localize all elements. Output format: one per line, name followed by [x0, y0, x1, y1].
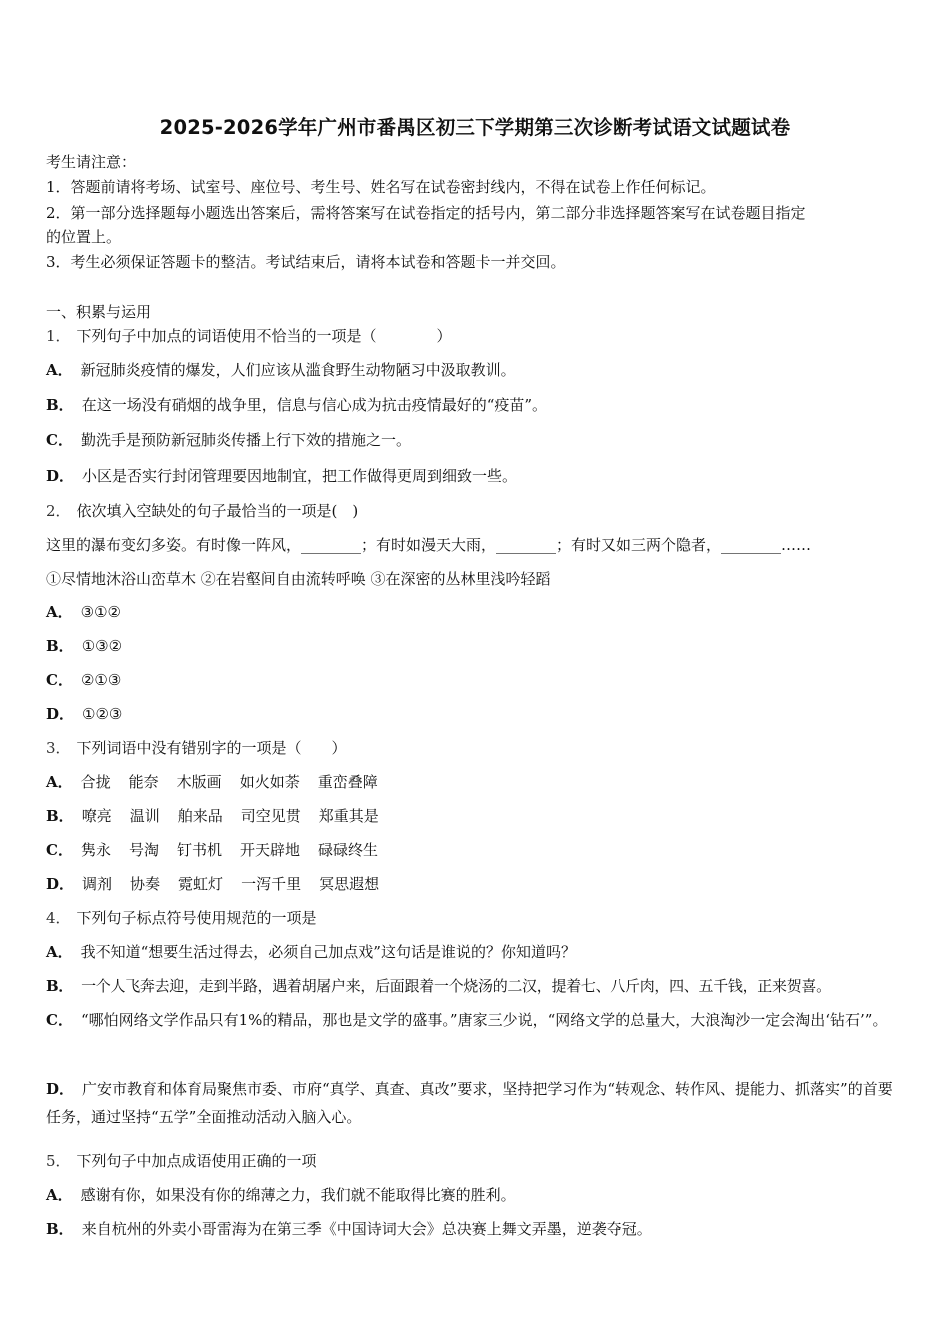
option-text: ②①③	[80, 671, 122, 689]
option-text: 新冠肺炎疫情的爆发，人们应该从滥食野生动物陋习中汲取教训。	[80, 361, 516, 379]
option-text: ③①②	[80, 603, 121, 621]
word: 开天辟地	[240, 841, 301, 859]
question-number: 5．	[46, 1152, 71, 1170]
option-text: “哪怕网络文学作品只有1%的精品，那也是文学的盛事。”唐家三少说，“网络文学的总量大，大浪淘沙一定会淘出‘钻石’”。	[80, 1011, 888, 1029]
question-3	[46, 738, 347, 758]
word: 霓虹灯	[178, 875, 224, 893]
q1-option-b	[46, 395, 547, 415]
word: 一泻千里	[241, 875, 302, 893]
option-letter: B．	[46, 637, 74, 655]
option-text: ①③②	[81, 637, 123, 655]
notice-item: 2．第一部分选择题每小题选出答案后，需将答案写在试卷指定的括号内，第二部分非选择题答案写在试卷题目指定	[46, 204, 806, 222]
option-letter: D．	[46, 875, 75, 893]
q1-option-c	[46, 430, 411, 450]
word: 能奈	[128, 773, 159, 791]
question-stem: 下列句子中加点的词语使用不恰当的一项是（ ）	[76, 327, 452, 345]
word: 合拢	[80, 773, 111, 791]
word: 碌碌终生	[318, 841, 379, 859]
page-title: 2025-2026学年广州市番禺区初三下学期第三次诊断考试语文试题试卷	[159, 116, 791, 139]
q2-choices: ①尽情地沐浴山峦草木 ②在岩壑间自由流转呼唤 ③在深密的丛林里浅吟轻蹈	[46, 570, 551, 588]
option-letter: C．	[46, 1011, 73, 1029]
q1-option-a	[46, 360, 516, 380]
question-1	[46, 326, 452, 346]
q3-option-a	[46, 772, 378, 792]
q5-option-a	[46, 1185, 516, 1205]
word: 协奏	[130, 875, 161, 893]
question-stem: 依次填入空缺处的句子最恰当的一项是( )	[76, 502, 359, 520]
option-letter: B．	[46, 807, 74, 825]
notice-item: 1．答题前请将考场、试室号、座位号、考生号、姓名写在试卷密封线内，不得在试卷上作任何标记。	[46, 178, 716, 196]
option-letter: D．	[46, 705, 75, 723]
option-letter: D．	[46, 1080, 75, 1098]
option-letter: B．	[46, 977, 74, 995]
q2-option-b	[46, 636, 122, 656]
word: 调剂	[82, 875, 113, 893]
q4-option-d	[46, 1075, 896, 1131]
question-2	[46, 501, 358, 521]
section-heading: 一、积累与运用	[46, 303, 152, 321]
option-letter: A．	[46, 943, 73, 961]
option-letter: A．	[46, 361, 73, 379]
option-text: 广安市教育和体育局聚焦市委、市府“真学、真查、真改”要求，坚持把学习作为“转观念、转作风、提能力、抓落实”的首要任务，通过坚持“五学”全面推动活动入脑入心。	[46, 1080, 893, 1126]
option-letter: A．	[46, 773, 73, 791]
q3-option-c	[46, 840, 378, 860]
question-number: 1．	[46, 327, 71, 345]
word: 重峦叠障	[317, 773, 378, 791]
word: 司空见贯	[240, 807, 301, 825]
word: 郑重其是	[318, 807, 379, 825]
question-4	[46, 908, 317, 928]
option-letter: C．	[46, 841, 73, 859]
word: 木版画	[176, 773, 222, 791]
word: 钉书机	[176, 841, 222, 859]
option-letter: C．	[46, 431, 73, 449]
option-letter: A．	[46, 603, 73, 621]
q2-passage: 这里的瀑布变幻多姿。有时像一阵风，________；有时如漫天大雨，________；有时又如三两个隐者，________……	[46, 536, 812, 554]
word: 温训	[129, 807, 160, 825]
q1-option-d	[46, 466, 517, 486]
question-number: 2．	[46, 502, 71, 520]
q3-option-d	[46, 874, 379, 894]
word: 嘹亮	[81, 807, 112, 825]
word: 隽永	[80, 841, 111, 859]
option-letter: A．	[46, 1186, 73, 1204]
option-text: 勤洗手是预防新冠肺炎传播上行下效的措施之一。	[80, 431, 411, 449]
question-number: 3．	[46, 739, 71, 757]
q4-option-b	[46, 976, 831, 996]
question-number: 4．	[46, 909, 71, 927]
q3-option-b	[46, 806, 379, 826]
option-text: 一个人飞奔去迎，走到半路，遇着胡屠户来，后面跟着一个烧汤的二汉，提着七、八斤肉，四、五千钱，正来贺喜。	[81, 977, 831, 995]
word: 如火如荼	[239, 773, 300, 791]
q2-option-c	[46, 670, 121, 690]
option-letter: B．	[46, 1220, 74, 1238]
q4-option-a	[46, 942, 576, 962]
option-letter: D．	[46, 467, 75, 485]
option-text: 在这一场没有硝烟的战争里，信息与信心成为抗击疫情最好的“疫苗”。	[81, 396, 548, 414]
word: 号淘	[128, 841, 159, 859]
q5-option-b	[46, 1219, 652, 1239]
q4-option-c	[46, 1006, 896, 1034]
q2-option-a	[46, 602, 121, 622]
question-5	[46, 1151, 317, 1171]
notice-item: 3．考生必须保证答题卡的整洁。考试结束后，请将本试卷和答题卡一并交回。	[46, 253, 566, 271]
notice-heading: 考生请注意：	[46, 153, 137, 171]
notice-item: 的位置上。	[46, 228, 122, 246]
option-text: 我不知道“想要生活过得去，必须自己加点戏”这句话是谁说的？你知道吗？	[80, 943, 576, 961]
word: 舶来品	[177, 807, 223, 825]
q2-option-d	[46, 704, 122, 724]
word: 冥思遐想	[319, 875, 380, 893]
question-stem: 下列句子中加点成语使用正确的一项	[76, 1152, 317, 1170]
option-text: 来自杭州的外卖小哥雷海为在第三季《中国诗词大会》总决赛上舞文弄墨，逆袭夺冠。	[81, 1220, 652, 1238]
option-letter: B．	[46, 396, 74, 414]
option-text: ①②③	[82, 705, 123, 723]
option-letter: C．	[46, 671, 73, 689]
question-stem: 下列词语中没有错别字的一项是（ ）	[76, 739, 347, 757]
option-text: 感谢有你，如果没有你的绵薄之力，我们就不能取得比赛的胜利。	[80, 1186, 516, 1204]
question-stem: 下列句子标点符号使用规范的一项是	[76, 909, 317, 927]
option-text: 小区是否实行封闭管理要因地制宜，把工作做得更周到细致一些。	[82, 467, 518, 485]
